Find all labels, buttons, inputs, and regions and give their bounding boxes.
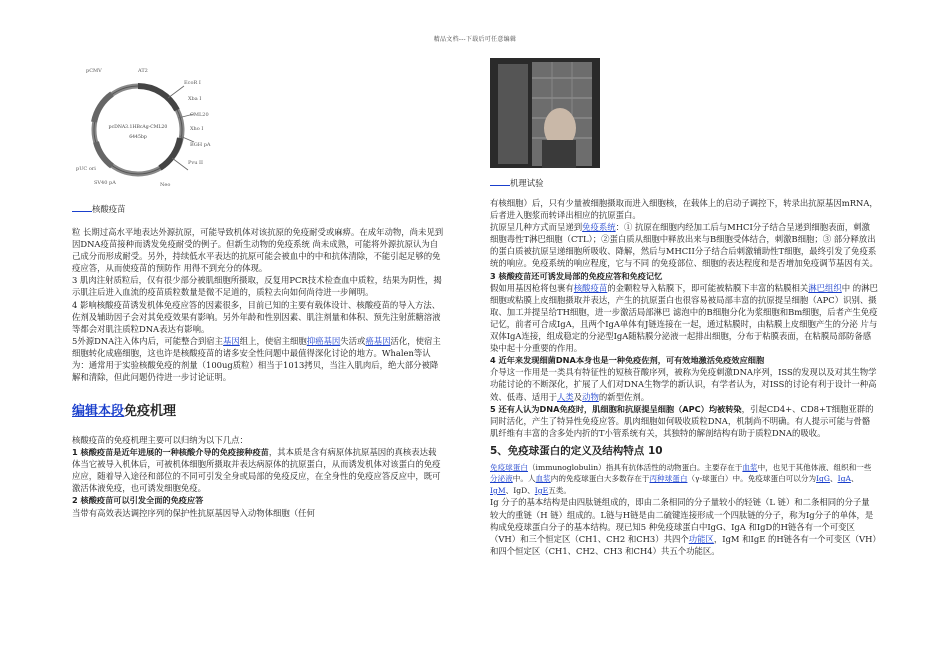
link-human[interactable]: 人类 bbox=[557, 391, 574, 402]
plasmid-label-ori: pUC ori bbox=[76, 166, 96, 172]
plasmid-label-neo: Neo bbox=[160, 182, 171, 188]
text-igd: IgD bbox=[513, 485, 528, 495]
bold-lead: 5 还有人认为DNA免疫时，肌细胞和抗原提呈细胞（APC）均被转染 bbox=[490, 403, 742, 414]
figure-right-caption bbox=[490, 176, 544, 189]
left-paragraph-2: 3 肌肉注射质粒后，仅有很少部分被肌细胞所摄取，反复用PCR技术检查血中质粒，结果为阴性，揭示肌注后进入血流的疫苗质粒数量是微不足道的，质粒去向如何尚待进一步阐明。 bbox=[72, 275, 442, 298]
link-functional-region[interactable]: 功能区 bbox=[688, 533, 714, 544]
mechanism-point-1 bbox=[72, 446, 444, 494]
link-plasma[interactable]: 血浆 bbox=[742, 462, 758, 472]
figure-left-caption-text: 核酸疫苗 bbox=[92, 204, 126, 214]
text-span: 五类。 bbox=[548, 485, 571, 495]
right-paragraph-1: 有核细胞）后，只有少量被细胞摄取而进入细胞核，在载体上的启动子调控下，转录出抗原基因mRNA，后者进入胞浆而转译出相应的抗原蛋白。 bbox=[490, 198, 878, 221]
text-span: （γ-球蛋白）中。免疫球蛋白可以分为 bbox=[687, 474, 817, 484]
plasmid-label-bgh: BGH pA bbox=[190, 142, 211, 148]
right-paragraph-3 bbox=[490, 282, 878, 355]
link-gene[interactable]: 基因 bbox=[223, 335, 240, 346]
plasmid-label-pcmv: pCMV bbox=[86, 68, 102, 74]
right-paragraph-7 bbox=[490, 496, 878, 556]
section-heading-mechanism bbox=[72, 400, 176, 419]
link-lymph-tissue[interactable]: 淋巴组织 bbox=[808, 282, 842, 293]
right-paragraph-6: 免疫球蛋白（immunoglobulin）指具有抗体活性的动物蛋白。主要存在于血浆中，也见于其他体液、组织和一些分泌液中。人血浆内的免疫球蛋白大多数存在于丙种球蛋白（γ-球蛋白）中。免疫球蛋白可以分为IgG、IgA、IgM、IgD、IgE五类。 bbox=[490, 462, 872, 495]
plasmid-center-size: 6445bp bbox=[129, 135, 147, 140]
link-nucleic-vaccine[interactable]: 核酸疫苗 bbox=[573, 282, 608, 293]
text-span: 失活或 bbox=[340, 335, 366, 346]
link-immune-system[interactable]: 免疫系统 bbox=[582, 222, 616, 233]
text-span: ：① 抗原在细胞内经加工后与MHCI分子结合呈递到细胞表面，刺激细胞毒性T淋巴细胞（CTL）；②蛋白质从细胞中释放出来与B细胞受体结合，刺激B细胞；③ 部分释放出的蛋白质被抗原呈递细胞所吸收、降解，然后与MHCII分子结合后刺激辅助性T细胞，最终引发了免疫系统的响应。免疫系统的响应程度，它与不同 的免疫部位、细胞的表达程度和是否增加免疫调节基因有关。 bbox=[490, 222, 878, 269]
plasmid-label-xho: Xho I bbox=[190, 126, 204, 132]
text-span: （immunoglobulin）指具有抗体活性的动物蛋白。主要存在于 bbox=[527, 462, 743, 472]
text-span: 及 bbox=[573, 391, 583, 402]
text-span: Ig 分子的基本结构是由四肽链组成的，即由二条相同的分子量较小的轻链（L 链）和二条相同的分子量较大的重链（H 链）组成的。L链与H链是由二硫键连接形成一个四肽链的分子，称为Ig分子的单体，是构成免疫球蛋白分子的基本结构。现已知5 种免疫球蛋白中IgG、IgA 和IgD的H链各有一个可变区（VH）和三个恒定区（CH1、CH2 和CH3）共四个 bbox=[490, 497, 874, 544]
link-secretion[interactable]: 分泌液 bbox=[490, 474, 513, 484]
right-paragraph-4 bbox=[490, 366, 878, 402]
caption-link-blank[interactable] bbox=[72, 202, 92, 212]
left-column-top bbox=[72, 226, 444, 383]
plasmid-map-figure bbox=[72, 58, 212, 198]
caption-right-link-blank[interactable] bbox=[490, 176, 510, 186]
section-heading-immunoglobulin: 5、免疫球蛋白的定义及结构特点 10 bbox=[490, 444, 663, 457]
mechanism-section bbox=[72, 434, 444, 519]
mechanism-point-2-title: 2 核酸疫苗可以引发全面的免疫应答 bbox=[72, 495, 204, 506]
plasmid-label-at2: AT2 bbox=[138, 68, 148, 74]
link-animal[interactable]: 动物 bbox=[582, 391, 599, 402]
right-paragraph-5 bbox=[490, 403, 878, 439]
link-igm[interactable]: IgM bbox=[490, 485, 506, 495]
plasmid-label-pvu: Pvu II bbox=[188, 160, 203, 166]
text-span: 内的免疫球蛋白大多数存在于 bbox=[550, 474, 650, 484]
text-span: 组上，使宿主细胞 bbox=[239, 335, 307, 346]
right-column bbox=[490, 197, 878, 557]
text-span: 中，也见于其他体液、组织和一些 bbox=[757, 462, 872, 472]
page-header: 精品文档---下载后可任意编辑 bbox=[433, 36, 517, 43]
link-immunoglobulin[interactable]: 免疫球蛋白 bbox=[490, 462, 528, 472]
text-span: 假如用基因枪将包裹有 bbox=[490, 282, 574, 293]
figure-left-caption bbox=[72, 202, 126, 215]
plasmid-label-sv40: SV40 pA bbox=[94, 180, 116, 186]
link-igg[interactable]: IgG bbox=[816, 474, 830, 484]
text-span: 中。人 bbox=[512, 474, 536, 484]
link-gamma-globulin[interactable]: 丙种球蛋白 bbox=[649, 474, 688, 484]
left-paragraph-4 bbox=[72, 335, 444, 383]
link-tumor-suppressor[interactable]: 抑癌基因 bbox=[306, 335, 341, 346]
text-span: 的金颗粒导入粘膜下，即可能被粘膜下丰富的粘膜相关 bbox=[607, 282, 809, 293]
text-span: 介导这一作用是一类具有特征性的短核苷酸序列，被称为免疫刺激DNA序列，ISS的发现以及对其生物学功能讨论的不断深化，扩展了人们对DNA生物学的新认识，有学者认为，对ISS的讨论有利于设计一种高效、低毒、适用于 bbox=[490, 367, 877, 402]
text-span: 活化，使宿主细胞转化成癌细胞，这也许是核酸疫苗的诸多安全性问题中最值得深化讨论的地方。Whalen等认为：通常用于实验核酸免疫的剂量（100ug质粒）相当于1013拷贝，当注入肌肉后，绝大部分被降解和清除，但此问题仍待进一步讨论证明。 bbox=[72, 335, 441, 383]
text-span: 中 的淋巴细胞或粘膜上皮细胞摄取并表达，产生的抗原蛋白也很容易被局部丰富的抗原提呈细胞（APC）识别、摄取、加工并提呈给TH细胞，进一步激活局部淋巴 滤泡中的B细胞分化为浆细胞和Bm细胞，后者产生免疫记忆，前者可合成IgA，且两个IgA单体有J链连接在一起，通过粘膜时，由粘膜上皮细胞产生的分泌 片与双体IgA连接，组成稳定的分泌型IgA随粘膜分泌液一起排出细胞，分布于粘膜表面，在粘膜局部防备感染中起十分重要的作用。 bbox=[490, 282, 878, 354]
plasmid-center-name: pcDNA3.1HBcAg-CML20 bbox=[108, 125, 168, 130]
plasmid-label-cml: CML20 bbox=[190, 112, 209, 118]
link-oncogene[interactable]: 癌基因 bbox=[365, 335, 391, 346]
mechanism-intro: 核酸疫苗的免疫机理主要可以归纳为以下几点： bbox=[72, 435, 248, 445]
text-span: ，IgM 和IgE 的H链各有一个可变区（VH）和四个恒定区（CH1、CH2、CH3 和CH4）共五个功能区。 bbox=[490, 533, 877, 556]
lab-photo bbox=[490, 58, 600, 168]
right-point-3-title: 3 核酸疫苗还可诱发局部的免疫应答和免疫记忆 bbox=[490, 270, 663, 281]
text-span: ，其本质是含有病原体抗原基因的真核表达载体当它被导入机体后，可被机体细胞所摄取并表达病原体的抗原蛋白，从而诱发机体对该蛋白的免疫应应，随着导入途径和部位的不同可引发全身或局部的免疫反应，在全身性的免疫应答反应中，既可激活体液免疫，也可诱发细胞免疫。 bbox=[72, 447, 441, 494]
left-paragraph-1: 粒 长期过高水平地表达外源抗原，可能导致机体对该抗原的免疫耐受或麻痹。在成年动物，尚未见到因DNA疫苗接种而诱发免疫耐受的例子。但新生动物的免疫系统 尚未成熟，可能将外源抗原认为自己成分而形成耐受。另外，持续低水平表达的抗原可能会被血中的中和抗体清除，不能引起足够的免疫应答，从而使疫苗的预防作 用得不到充分的体现。 bbox=[72, 227, 444, 274]
plasmid-label-ecor: EcoR I bbox=[184, 80, 201, 86]
text-span: 5外源DNA注入体内后，可能整合到宿主 bbox=[72, 335, 224, 346]
text-span: 抗原呈几种方式而呈递到 bbox=[490, 222, 583, 233]
figure-right-caption-text: 机理试验 bbox=[510, 178, 544, 188]
text-span: ，引起CD4+、CD8+T细胞亚群的同时活化，产生了特异性免疫应答。肌肉细胞如何吸收质粒DNA，机制尚不明确。有人提示可能与骨骼肌纤维有丰富的含多处内折的T小管系统有关，其独特的解剖结构有助于质粒DNA的吸收。 bbox=[490, 403, 874, 438]
right-paragraph-2 bbox=[490, 221, 878, 269]
left-paragraph-3: 4 影响核酸疫苗诱发机体免疫应答的因素很多，目前已知的主要有载体设计、核酸疫苗的导入方法、佐剂及辅助因子会对其免疫效果有影响。另外年龄和性别因素、肌注剂量和体积、预先注射蔗糖溶液等都会对肌注质粒DNA表达有影响。 bbox=[72, 299, 441, 334]
link-plasma-2[interactable]: 血浆 bbox=[535, 474, 551, 484]
plasmid-label-xba: Xba I bbox=[188, 96, 202, 102]
mechanism-point-2-text: 当带有高效表达调控序列的保护性抗原基因导入动物体细胞（任何 bbox=[72, 507, 315, 518]
text-span: 的新型佐剂。 bbox=[598, 391, 650, 402]
bold-lead: 1 核酸疫苗是近年进展的一种核酸介导的免疫接种疫苗 bbox=[72, 447, 269, 458]
link-iga[interactable]: IgA bbox=[837, 474, 851, 484]
section-title: 免疫机理 bbox=[124, 404, 177, 419]
right-point-4-title: 4 近年来发现细菌DNA本身也是一种免疫佐剂，可有效地激活免疫效应细胞 bbox=[490, 355, 765, 366]
link-ige[interactable]: IgE bbox=[534, 485, 549, 495]
edit-section-link[interactable]: 编辑本段 bbox=[72, 404, 125, 419]
